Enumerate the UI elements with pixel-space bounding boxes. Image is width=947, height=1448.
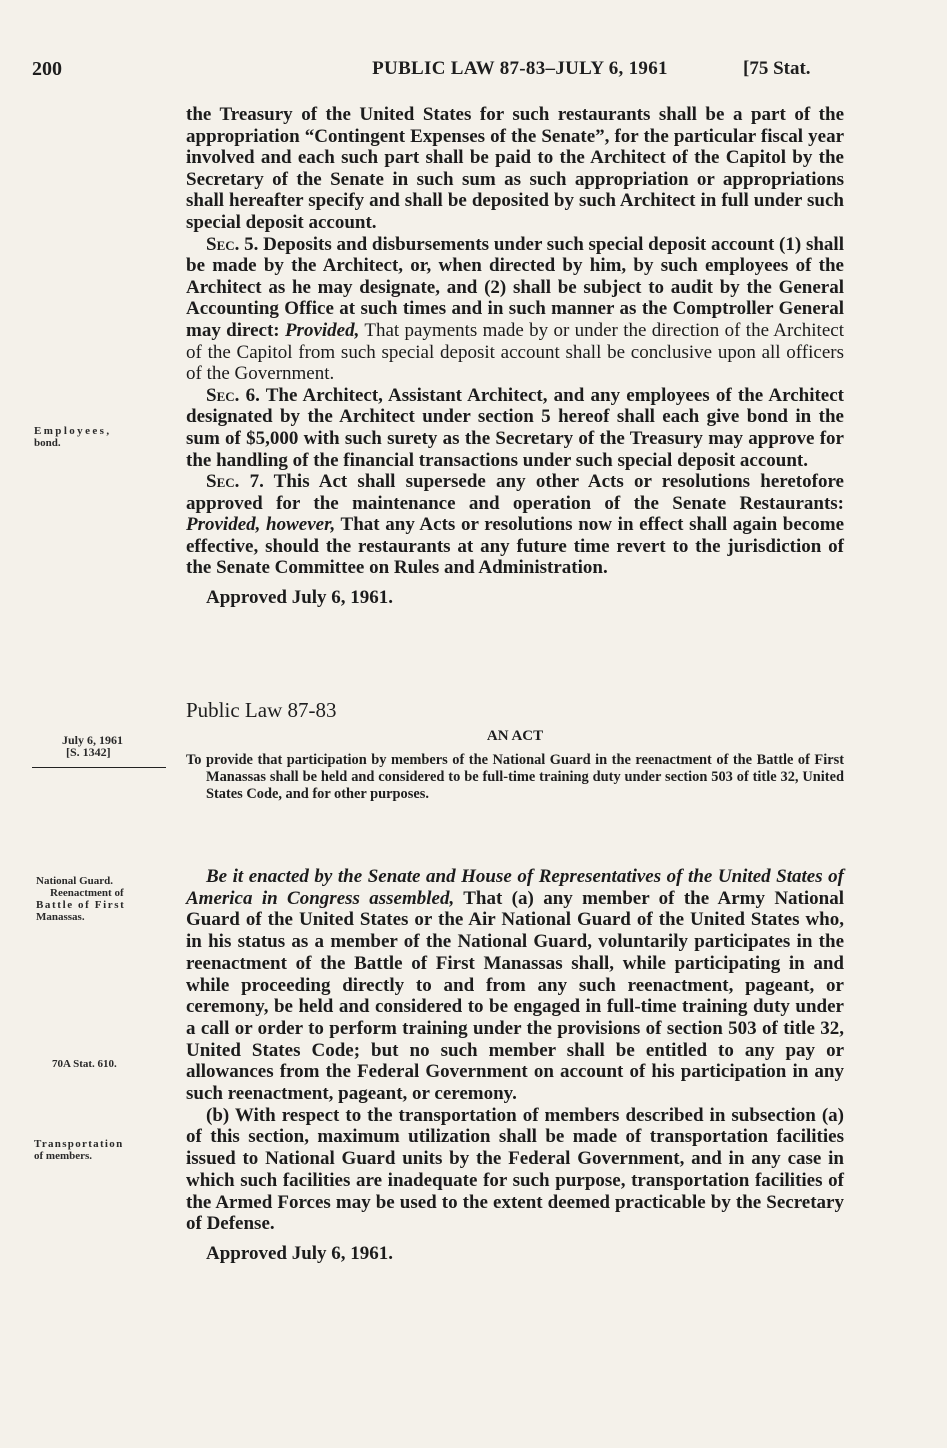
section-text: The Architect, Assistant Architect, and any employees of the Architect designated by the Architect under section 5 hereof shall each give bond in the sum of $5,000 with such surety as the Secretary of the Treasury may approve for the handling of the financial transactions under such special deposit account. [186, 384, 844, 471]
paragraph-treasury: the Treasury of the United States for such restaurants shall be a part of the appropriation “Contingent Expenses of the Senate”, for the particular fiscal year involved and each such part shall be paid to the Architect of the Capitol by the Secretary of the Senate in such sum as such appropriation or appropriations shall hereafter specify and shall be deposited by such Architect in full under such special deposit account. [186, 104, 844, 233]
margin-note-line: bond. [34, 437, 61, 449]
margin-rule [32, 767, 166, 768]
section-label: Sec. 6. [206, 384, 260, 406]
margin-note-date [62, 734, 123, 758]
margin-note-line: Reenactment of [50, 887, 124, 899]
page-number: 200 [32, 58, 62, 80]
approval-date: Approved July 6, 1961. [206, 587, 394, 609]
subsection-text: That (a) any member of the Army National Guard of the United States or the Air National Guard of the United States who, in his status as a member of the National Guard, voluntarily participates in the reenactment of the Battle of First Manassas shall, while participating in and while proceeding directly to and from any such reenactment, pageant, or ceremony, be held and considered to be engaged in full-time training duty under a call or order to perform training under the provisions of section 503 of title 32, United States Code; but no such member shall be entitled to any pay or allowances from the Federal Government on account of his participation in any such reenactment, pageant, or ceremony. [186, 887, 844, 1105]
subsection-b: (b) With respect to the transportation of members described in subsection (a) of this section, maximum utilization shall be made of transportation facilities issued to National Guard units by the Federal Government, and in any case in which such facilities are inadequate for such purpose, transportation facilities of the Armed Forces may be used to the extent deemed practicable by the Secretary of Defense. [186, 1104, 844, 1235]
act-body [186, 866, 844, 1265]
section-label: Sec. 5. [206, 233, 259, 255]
act-body-continued [186, 104, 844, 609]
running-title: PUBLIC LAW 87-83–JULY 6, 1961 [372, 58, 668, 79]
enacting-clause: Be it enacted by the Senate and House of Representatives of the United States of America in Congress assembled, [186, 866, 844, 909]
section-text: That payments made by or under the direction of the Architect of the Capitol from such special deposit account shall be conclusive upon all officers of the Government. [186, 319, 844, 385]
margin-note-line: Manassas. [36, 911, 85, 923]
section-7 [186, 471, 844, 579]
subsection-a [186, 866, 844, 1105]
margin-note-national-guard [36, 875, 125, 923]
margin-note-transportation [34, 1138, 124, 1162]
margin-note-employees-bond [34, 425, 111, 449]
proviso: Provided, [284, 319, 360, 341]
an-act-heading: AN ACT [486, 728, 544, 744]
margin-note-statute: 70A Stat. 610. [52, 1058, 117, 1070]
volume-reference: [75 Stat. [743, 58, 811, 79]
section-text: This Act shall supersede any other Acts or resolutions heretofore approved for the maintenance and operation of the Senate Restaurants: [186, 471, 844, 514]
section-5 [186, 234, 844, 385]
margin-note-line: National Guard. [36, 875, 114, 887]
public-law-title: Public Law 87-83 [186, 698, 337, 722]
approval-date: Approved July 6, 1961. [206, 1242, 394, 1264]
proviso: Provided, however, [186, 514, 336, 536]
margin-note-line: Transportation [34, 1138, 124, 1150]
margin-note-line: Employees, [34, 425, 112, 437]
section-label: Sec. 7. [206, 471, 264, 493]
section-text: Deposits and disbursements under such special deposit account (1) shall be made by the Architect, or, when directed by him, by such employees of the Architect as he may designate, and (2) shall be subject to audit by the General Accounting Office at such times and in such manner as the Comptroller General may direct: [186, 233, 844, 341]
margin-note-line: of members. [34, 1150, 93, 1162]
section-text: That any Acts or resolutions now in effect shall again become effective, should the restaurants at any future time revert to the jurisdiction of the Senate Committee on Rules and Administration. [186, 514, 845, 579]
margin-note-line: Battle of First [36, 899, 126, 911]
margin-note-line: July 6, 1961 [62, 733, 124, 747]
page-header [0, 58, 947, 88]
act-purpose: To provide that participation by members of the National Guard in the reenactment of the Battle of First Manassas shall be held and considered to be full-time training duty under section 503 of title 32, United States Code, and for other purposes. [186, 752, 844, 802]
margin-note-line: [S. 1342] [66, 745, 111, 759]
section-6 [186, 385, 844, 471]
